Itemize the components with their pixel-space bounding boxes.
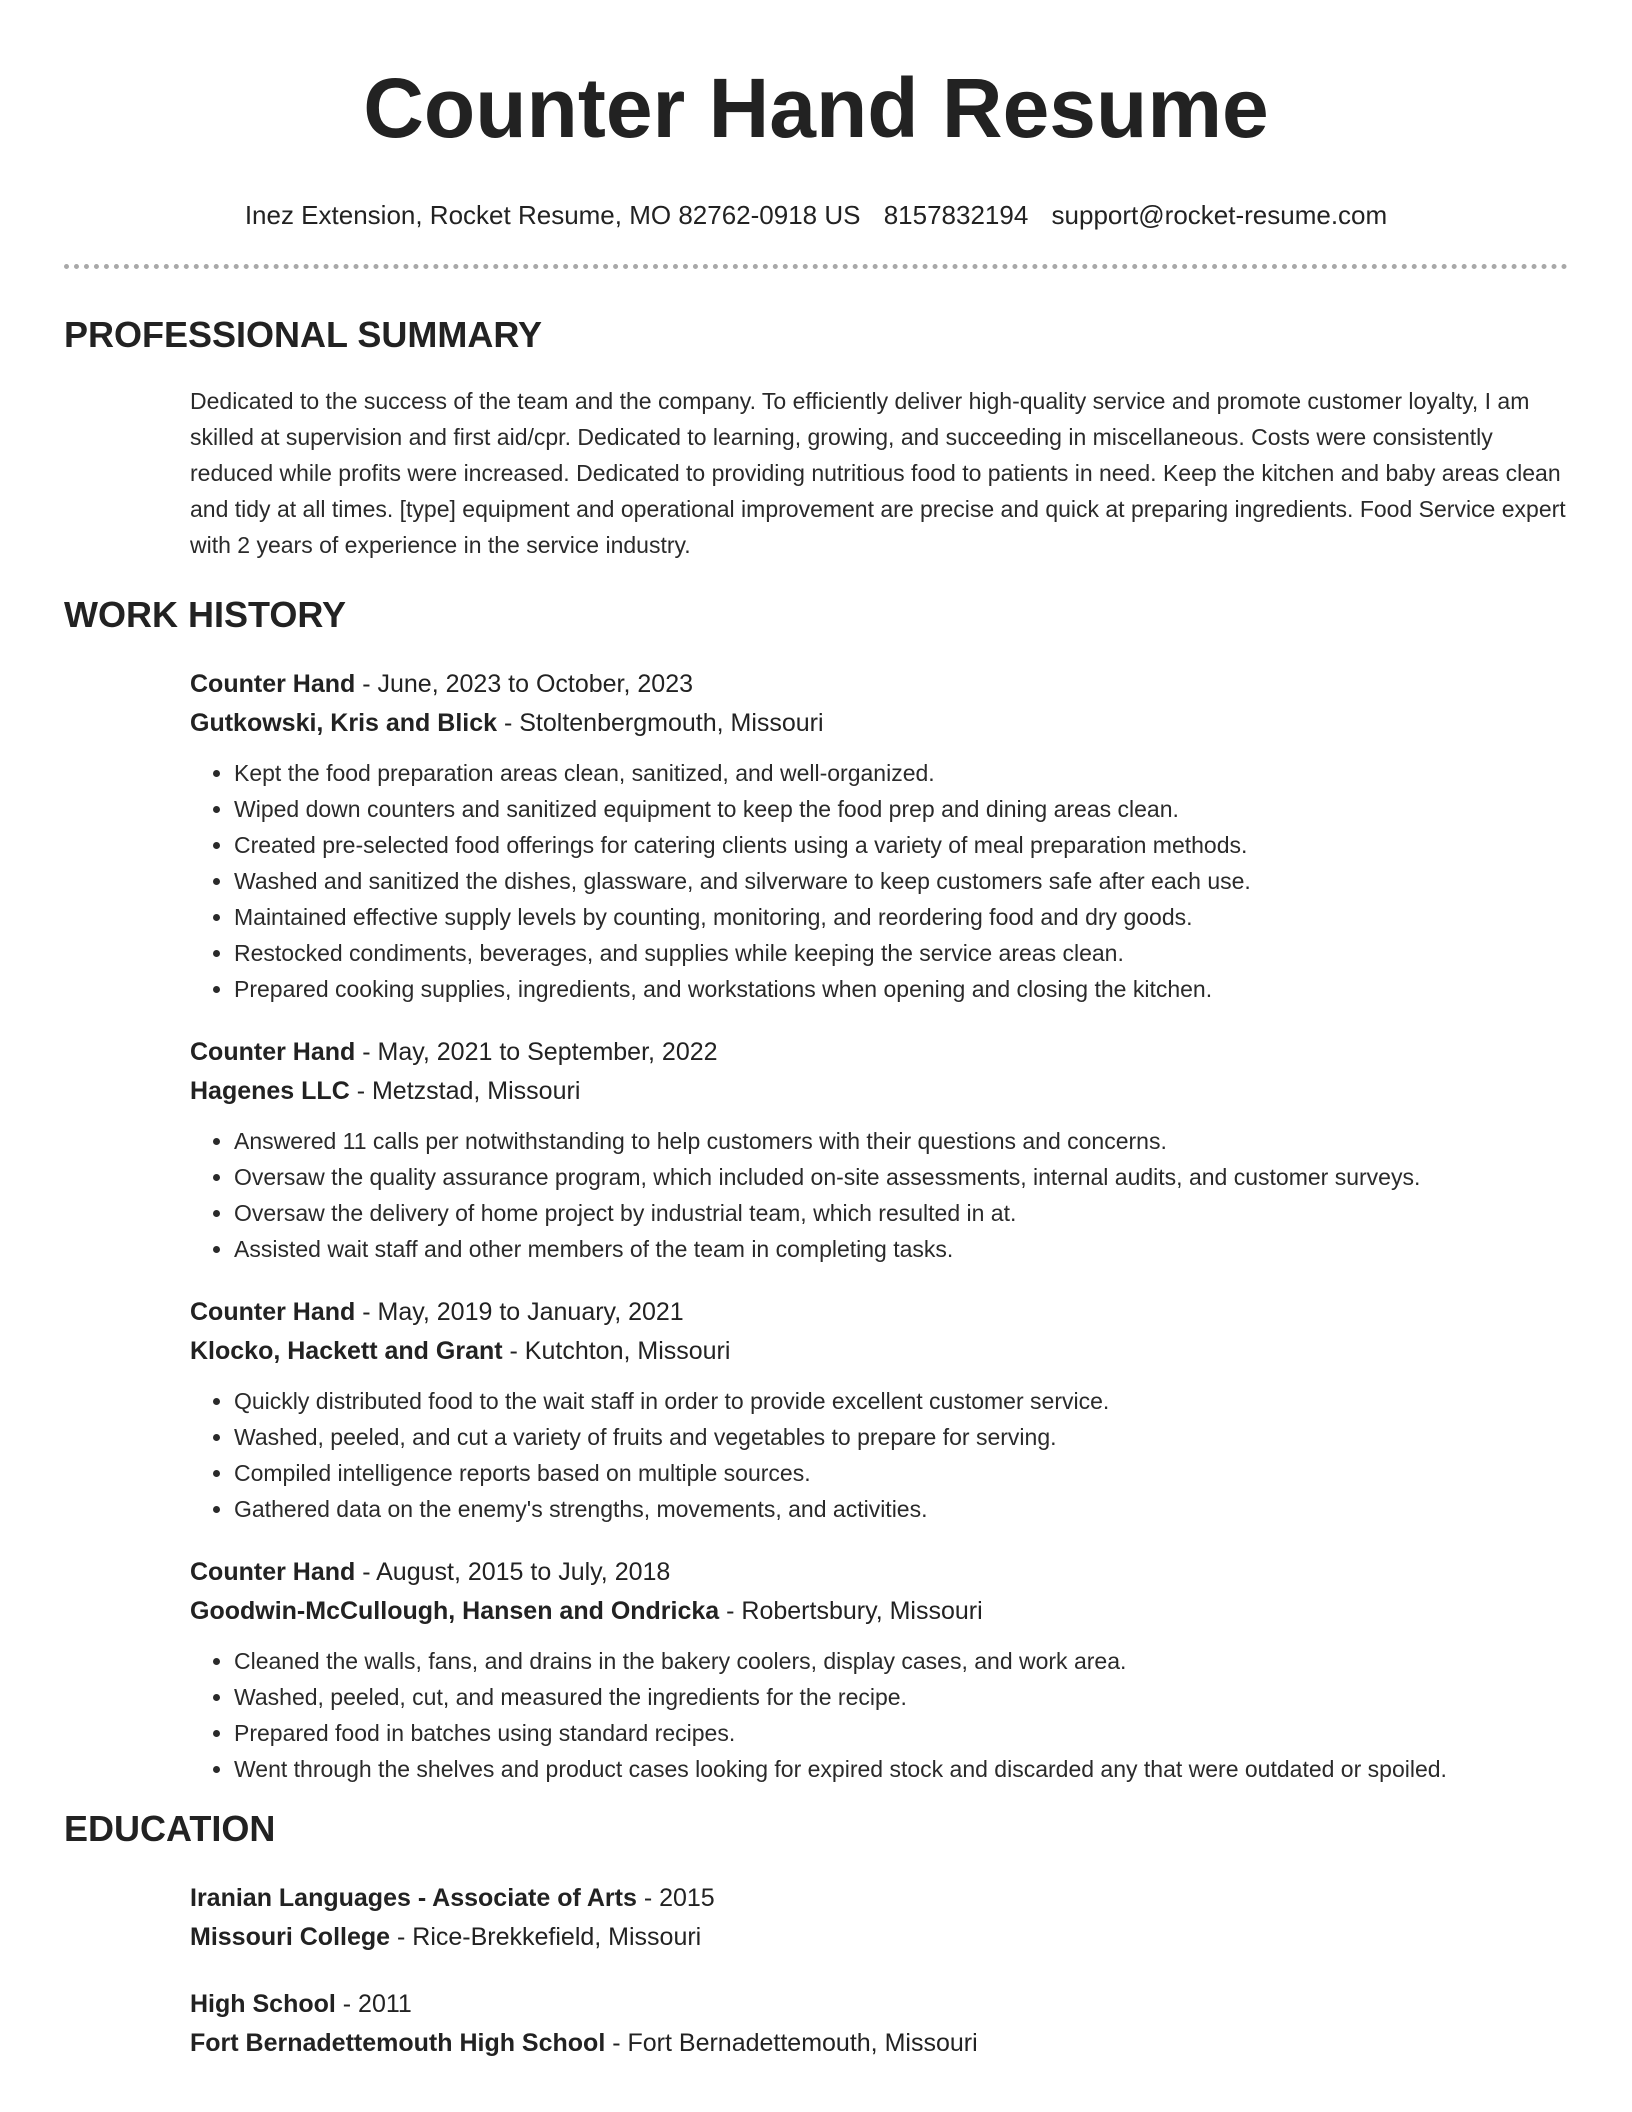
job-location: - Robertsbury, Missouri — [719, 1597, 983, 1625]
job-title: Counter Hand — [190, 670, 356, 698]
education-school-line — [190, 1918, 1568, 1957]
job-location: - Metzstad, Missouri — [349, 1077, 581, 1105]
job-title-line — [190, 665, 1568, 704]
job-bullet: • Washed and sanitized the dishes, glassware, and silverware to keep customers safe after each use. — [234, 863, 1568, 899]
resume-title: Counter Hand Resume — [363, 61, 1269, 155]
job-company: Hagenes LLC — [190, 1077, 350, 1105]
education-list — [190, 1879, 1568, 2063]
job-location: - Kutchton, Missouri — [502, 1337, 731, 1365]
education-degree: Iranian Languages - Associate of Arts — [190, 1884, 637, 1912]
job-entry — [190, 1033, 1568, 1267]
job-bullet: • Quickly distributed food to the wait staff in order to provide excellent customer service. — [234, 1383, 1568, 1419]
job-bullet: • Compiled intelligence reports based on multiple sources. — [234, 1455, 1568, 1491]
job-title-line — [190, 1553, 1568, 1592]
education-entry — [190, 1879, 1568, 1957]
education-school-line — [190, 2024, 1568, 2063]
job-bullet: • Answered 11 calls per notwithstanding to help customers with their questions and concerns. — [234, 1123, 1568, 1159]
job-bullets — [190, 1123, 1568, 1267]
contact-line — [64, 198, 1568, 232]
contact-address: Inez Extension, Rocket Resume, MO 82762-0918 US — [244, 200, 861, 230]
job-company: Gutkowski, Kris and Blick — [190, 709, 498, 737]
job-bullet: • Maintained effective supply levels by counting, monitoring, and reordering food and dry goods. — [234, 899, 1568, 935]
summary-heading: PROFESSIONAL SUMMARY — [64, 314, 543, 355]
contact-phone: 8157832194 — [883, 200, 1029, 230]
education-degree-line — [190, 1985, 1568, 2024]
job-dates: - August, 2015 to July, 2018 — [355, 1558, 671, 1586]
work-history-list — [190, 665, 1568, 1787]
education-year: - 2015 — [636, 1884, 715, 1912]
job-company-line — [190, 1332, 1568, 1371]
job-location: - Stoltenbergmouth, Missouri — [497, 709, 824, 737]
job-bullet: • Assisted wait staff and other members of the team in completing tasks. — [234, 1231, 1568, 1267]
job-bullet: • Prepared food in batches using standard recipes. — [234, 1715, 1568, 1751]
job-entry — [190, 1553, 1568, 1787]
job-title-line — [190, 1293, 1568, 1332]
job-bullet: • Prepared cooking supplies, ingredients, and workstations when opening and closing the kitchen. — [234, 971, 1568, 1007]
job-bullet: • Kept the food preparation areas clean, sanitized, and well-organized. — [234, 755, 1568, 791]
job-company: Goodwin-McCullough, Hansen and Ondricka — [190, 1597, 720, 1625]
education-heading: EDUCATION — [64, 1808, 276, 1849]
job-bullet: • Went through the shelves and product cases looking for expired stock and discarded any that were outdated or spoiled. — [234, 1751, 1568, 1787]
work-history-heading: WORK HISTORY — [64, 594, 347, 635]
job-bullet: • Gathered data on the enemy's strengths, movements, and activities. — [234, 1491, 1568, 1527]
job-dates: - May, 2021 to September, 2022 — [355, 1038, 718, 1066]
education-degree-line — [190, 1879, 1568, 1918]
job-dates: - June, 2023 to October, 2023 — [355, 670, 694, 698]
education-entry — [190, 1985, 1568, 2063]
job-bullet: • Oversaw the quality assurance program, which included on-site assessments, internal audits, and customer surveys. — [234, 1159, 1568, 1195]
contact-email[interactable]: support@rocket-resume.com — [1051, 200, 1388, 230]
job-dates: - May, 2019 to January, 2021 — [355, 1298, 684, 1326]
job-bullet: • Restocked condiments, beverages, and supplies while keeping the service areas clean. — [234, 935, 1568, 971]
job-entry — [190, 665, 1568, 1007]
job-bullet: • Cleaned the walls, fans, and drains in the bakery coolers, display cases, and work area. — [234, 1643, 1568, 1679]
job-bullet: • Created pre-selected food offerings for catering clients using a variety of meal preparation methods. — [234, 827, 1568, 863]
job-bullets — [190, 1383, 1568, 1527]
job-company-line — [190, 1592, 1568, 1631]
education-degree: High School — [190, 1990, 336, 2018]
education-school: Fort Bernadettemouth High School — [190, 2029, 606, 2057]
summary-text: Dedicated to the success of the team and the company. To efficiently deliver high-quality service and promote customer loyalty, I am skilled at supervision and first aid/cpr. Dedicated to learning, growing, and succeeding in miscellaneous. Costs were consistently reduced while profits were increased. Dedicated to providing nutritious food to patients in need. Keep the kitchen and baby areas clean and tidy at all times. [type] equipment and operational improvement are precise and quick at preparing ingredients. Food Service expert with 2 years of experience in the service industry. — [190, 388, 1566, 558]
education-location: - Rice-Brekkefield, Missouri — [390, 1923, 702, 1951]
job-title: Counter Hand — [190, 1038, 356, 1066]
job-bullets — [190, 1643, 1568, 1787]
education-location: - Fort Bernadettemouth, Missouri — [605, 2029, 978, 2057]
job-title: Counter Hand — [190, 1298, 356, 1326]
job-entry — [190, 1293, 1568, 1527]
job-company: Klocko, Hackett and Grant — [190, 1337, 503, 1365]
job-bullet: • Washed, peeled, cut, and measured the ingredients for the recipe. — [234, 1679, 1568, 1715]
job-title: Counter Hand — [190, 1558, 356, 1586]
job-company-line — [190, 1072, 1568, 1111]
job-bullet: • Washed, peeled, and cut a variety of fruits and vegetables to prepare for serving. — [234, 1419, 1568, 1455]
job-bullet: • Oversaw the delivery of home project by industrial team, which resulted in at. — [234, 1195, 1568, 1231]
job-title-line — [190, 1033, 1568, 1072]
job-bullets — [190, 755, 1568, 1007]
job-bullet: • Wiped down counters and sanitized equipment to keep the food prep and dining areas clean. — [234, 791, 1568, 827]
header-divider — [64, 264, 1568, 269]
education-year: - 2011 — [335, 1990, 412, 2018]
job-company-line — [190, 704, 1568, 743]
education-school: Missouri College — [190, 1923, 391, 1951]
